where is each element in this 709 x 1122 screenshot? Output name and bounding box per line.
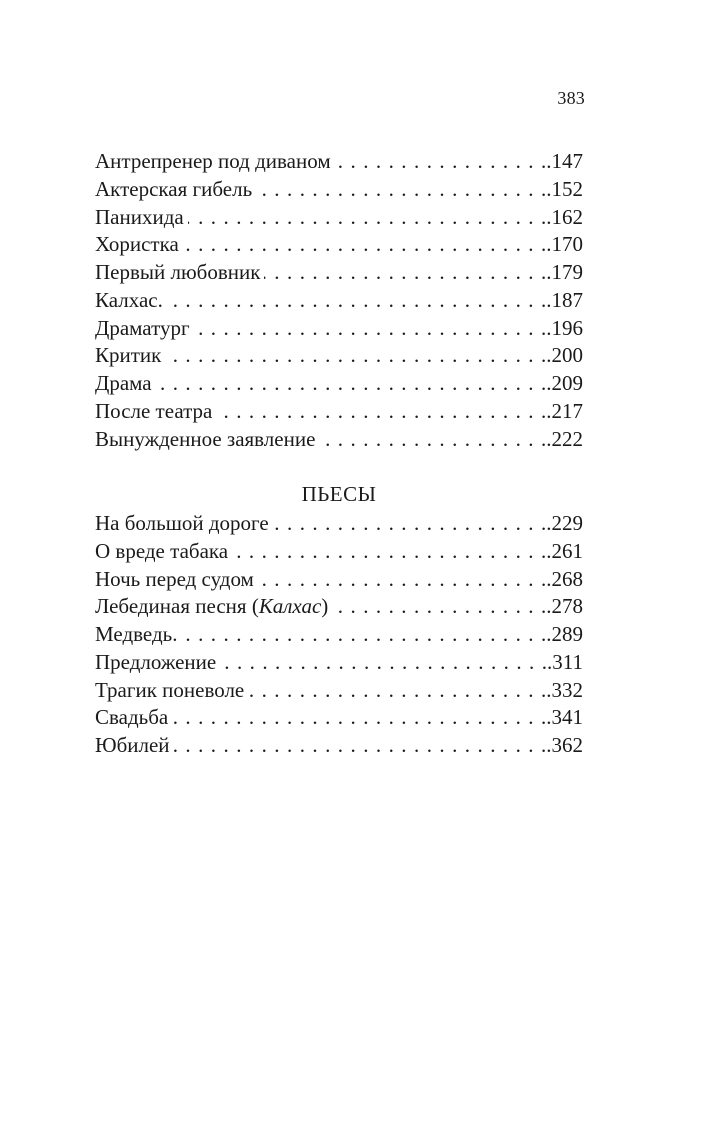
toc-entry-title: Свадьба: [95, 705, 169, 730]
dot-leader: [335, 148, 547, 176]
dot-leader: [181, 621, 546, 649]
toc-entry: [95, 176, 583, 204]
toc-entry-title: Драматург: [95, 315, 190, 340]
dot-leader: [156, 370, 547, 398]
toc-entry-page: .222: [546, 426, 583, 451]
toc-entry: [95, 704, 583, 732]
toc-entry: [95, 510, 583, 538]
toc-entry-page: .196: [546, 315, 583, 340]
section-heading-plays: ПЬЕСЫ: [301, 482, 377, 506]
toc-entry-page: .278: [546, 594, 583, 619]
page-number: 383: [557, 88, 585, 108]
toc-entry-title: Актерская гибель: [95, 176, 253, 201]
toc-entry: [95, 231, 583, 259]
dot-leader: [165, 342, 546, 370]
toc-entry-page: .170: [546, 232, 583, 257]
toc-entry-title: Ночь перед судом: [95, 566, 254, 591]
toc-entry-page: .200: [546, 343, 583, 368]
toc-entry-page: .268: [546, 566, 583, 591]
dot-leader: [220, 649, 547, 677]
toc-entry: [95, 621, 583, 649]
toc-entry: [95, 370, 583, 398]
toc-entry: [95, 732, 583, 760]
dot-leader: [248, 677, 546, 705]
toc-entry: [95, 342, 583, 370]
toc-entry-page: .229: [546, 511, 583, 535]
toc-entry-page: .332: [546, 677, 583, 702]
toc-entry-title: Первый любовник: [95, 260, 261, 284]
toc-section-stories: [95, 148, 583, 453]
toc-entry: [95, 259, 583, 287]
toc-entry-page: .162: [546, 204, 583, 229]
toc-entry: [95, 426, 583, 454]
toc-entry-title: Предложение: [95, 649, 217, 674]
toc-entry: [95, 566, 583, 594]
toc-entry: [95, 204, 583, 232]
toc-entry-page: .179: [546, 260, 583, 284]
toc-entry-title: Калхас.: [95, 287, 163, 312]
dot-leader: [332, 593, 546, 621]
toc-entry-title-start: Лебединая песня (: [95, 594, 259, 619]
dot-leader: [194, 315, 547, 343]
toc-entry-page: .209: [546, 371, 583, 395]
toc-entry-page: .261: [546, 538, 583, 563]
dot-leader: [264, 259, 546, 287]
toc-entry: [95, 593, 583, 621]
dot-leader: [258, 566, 546, 594]
toc-entry-page: .341: [546, 705, 583, 730]
toc-entry-page: .289: [546, 622, 583, 646]
dot-leader: [273, 510, 547, 538]
toc-entry: [95, 287, 583, 315]
toc-entry: [95, 315, 583, 343]
toc-entry-page: .362: [546, 733, 583, 757]
dot-leader: [319, 426, 546, 454]
toc-entry-page: .217: [546, 398, 583, 423]
toc-entry: [95, 649, 583, 677]
toc-entry-title: Панихида: [95, 204, 184, 229]
toc-section-plays: [95, 510, 583, 760]
toc-entry-title: Юбилей: [95, 733, 170, 757]
toc-entry-page: .187: [546, 287, 583, 312]
dot-leader: [256, 176, 546, 204]
toc-entry-title: Вынужденное заявление: [95, 426, 316, 451]
toc-entry: [95, 398, 583, 426]
dot-leader: [216, 398, 546, 426]
toc-entry-title: На большой дороге: [95, 511, 269, 535]
toc-entry-page: .147: [546, 149, 583, 173]
toc-entry: [95, 148, 583, 176]
toc-entry-page: .311: [547, 649, 583, 674]
dot-leader: [172, 704, 546, 732]
dot-leader: [167, 287, 546, 315]
dot-leader: [188, 204, 547, 232]
toc-entry-title-end: ): [321, 594, 329, 619]
toc-entry: [95, 538, 583, 566]
toc-entry-title: О вреде табака: [95, 538, 229, 563]
dot-leader: [183, 231, 546, 259]
toc-entry-title-italic: Калхас: [258, 594, 322, 619]
dot-leader: [232, 538, 546, 566]
toc-entry-title: [95, 593, 332, 621]
toc-entry-title: Антрепренер под диваном: [95, 149, 331, 173]
toc-entry-title: После театра: [95, 398, 213, 423]
toc-entry-title: Медведь.: [95, 622, 178, 646]
toc-entry-title: Критик: [95, 343, 162, 368]
toc-entry-title: Драма: [95, 371, 152, 395]
toc-entry-title: Хористка: [95, 232, 179, 257]
toc-entry-title: Трагик поневоле: [95, 677, 245, 702]
toc-entry-page: .152: [546, 176, 583, 201]
dot-leader: [174, 732, 547, 760]
toc-entry: [95, 677, 583, 705]
